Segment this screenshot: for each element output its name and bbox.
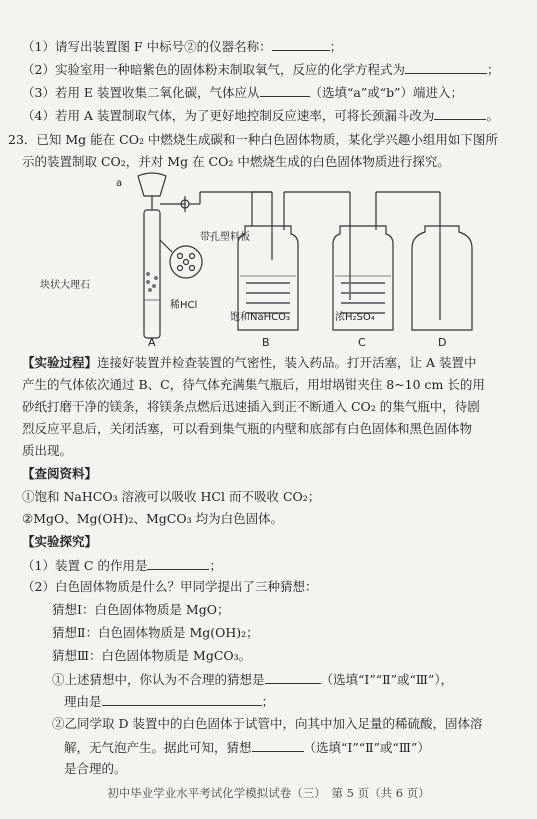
- label-nahco3: 饱和NaHCO₃: [230, 312, 290, 323]
- label-a: a: [116, 178, 123, 189]
- sub-question-1-reason: 理由是 ；: [64, 694, 275, 709]
- q23-stem-line2: 示的装置制取 CO₂，并对 Mg 在 CO₂ 中燃烧生成的白色固体物质进行探究。: [22, 154, 450, 169]
- explore-title: 【实验探究】: [22, 534, 98, 549]
- q22-part4: （4）若用 A 装置制取气体，为了更好地控制反应速率，可将长颈漏斗改为 。: [22, 108, 499, 123]
- guess-3: 猜想Ⅲ：白色固体物质是 MgCO₃。: [52, 648, 252, 663]
- process-line2: 产生的气体依次通过 B、C，待气体充满集气瓶后，用坩埚钳夹住 8~10 cm 长的用: [22, 377, 485, 392]
- caption-d: D: [438, 336, 447, 349]
- label-h2so4: 浓H₂SO₄: [335, 312, 375, 323]
- process-line4: 烈反应平息后，关闭活塞，可以看到集气瓶的内壁和底部有白色固体和黑色固体物: [22, 421, 473, 436]
- page-footer: 初中毕业学业水平考试化学模拟试卷（三） 第 5 页（共 6 页）: [107, 786, 430, 800]
- info-line1: ①饱和 NaHCO₃ 溶液可以吸收 HCl 而不吸收 CO₂；: [22, 489, 321, 504]
- info-title: 【查阅资料】: [22, 466, 98, 481]
- answer-blank[interactable]: [252, 738, 304, 752]
- process-title: 【实验过程】: [22, 355, 98, 370]
- explore-q1: （1）装置 C 的作用是 ；: [22, 558, 222, 573]
- process-line1: 【实验过程】连接好装置并检查装置的气密性，装入药品。打开活塞，让 A 装置中: [22, 355, 477, 370]
- answer-blank[interactable]: [147, 556, 209, 570]
- bottle-d: [412, 226, 472, 330]
- sub-question-2-line1: ②乙同学取 D 装置中的白色固体于试管中，向其中加入足量的稀硫酸，固体溶: [52, 716, 483, 731]
- info-line2: ②MgO、Mg(OH)₂、MgCO₃ 均为白色固体。: [22, 511, 284, 526]
- label-hcl: 稀HCl: [170, 300, 198, 311]
- sub-question-2-line2: 解，无气泡产生。据此可知，猜想 （选填“Ⅰ”“Ⅱ”或“Ⅲ”）: [64, 740, 430, 755]
- caption-a: A: [148, 336, 156, 349]
- sub-question-2-line3: 是合理的。: [64, 761, 127, 776]
- q23-stem-line1: 23．已知 Mg 能在 CO₂ 中燃烧生成碳和一种白色固体物质，某化学兴趣小组用如下图所: [8, 132, 498, 147]
- label-plate: 带孔塑料板: [200, 232, 250, 243]
- caption-b: B: [262, 336, 270, 349]
- sub-question-1: ①上述猜想中，你认为不合理的猜想是 （选填“Ⅰ”“Ⅱ”或“Ⅲ”），: [52, 672, 454, 687]
- process-line3: 砂纸打磨干净的镁条，将镁条点燃后迅速插入到正不断通入 CO₂ 的集气瓶中，待剧: [22, 399, 480, 414]
- caption-c: C: [358, 336, 366, 349]
- answer-blank[interactable]: [272, 37, 330, 51]
- apparatus-figure: [40, 170, 510, 350]
- answer-blank[interactable]: [405, 60, 487, 74]
- q22-part2: （2）实验室用一种暗紫色的固体粉末制取氧气，反应的化学方程式为 ；: [22, 62, 500, 77]
- process-line5: 质出现。: [22, 443, 73, 458]
- answer-blank[interactable]: [260, 83, 310, 97]
- q22-part3: （3）若用 E 装置收集二氧化碳，气体应从 （选填“a”或“b”）端进入；: [22, 85, 464, 100]
- answer-blank[interactable]: [265, 670, 321, 684]
- funnel-bulb: [138, 173, 166, 196]
- explore-q2: （2）白色固体物质是什么？甲同学提出了三种猜想：: [22, 579, 318, 594]
- answer-blank[interactable]: [102, 692, 262, 706]
- apparatus-diagram: [40, 170, 510, 350]
- label-marble: 块状大理石: [40, 280, 90, 291]
- guess-1: 猜想Ⅰ：白色固体物质是 MgO；: [52, 602, 230, 617]
- guess-2: 猜想Ⅱ：白色固体物质是 Mg(OH)₂；: [52, 625, 259, 640]
- q22-part1: （1）请写出装置图 F 中标号②的仪器名称： ；: [22, 39, 343, 54]
- answer-blank[interactable]: [434, 106, 486, 120]
